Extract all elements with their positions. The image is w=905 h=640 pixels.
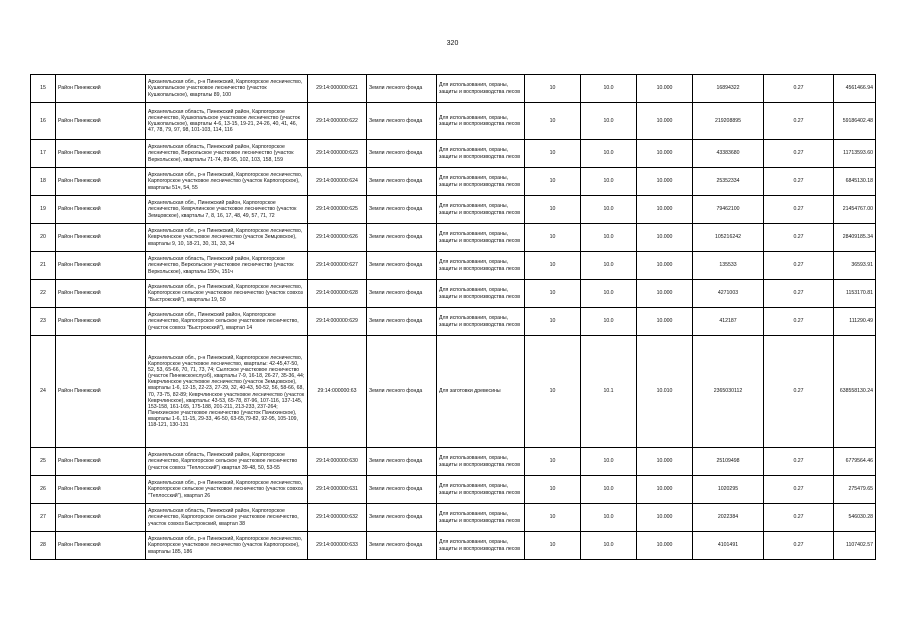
land-category-cell: Земли лесного фонда — [367, 252, 437, 280]
rate-cell: 0.27 — [764, 280, 834, 308]
row-number: 17 — [31, 140, 56, 168]
land-category-cell: Земли лесного фонда — [367, 448, 437, 476]
area-cell: 412187 — [693, 308, 764, 336]
land-category-cell: Земли лесного фонда — [367, 308, 437, 336]
cadastral-value-cell: 6779564.46 — [834, 448, 876, 476]
cadastral-value-cell: 6845130.18 — [834, 168, 876, 196]
value-2-cell: 10.0 — [581, 532, 637, 560]
cadastral-number-cell: 29:14:000000:632 — [308, 504, 367, 532]
rate-cell: 0.27 — [764, 308, 834, 336]
value-1-cell: 10 — [525, 476, 581, 504]
location-description-cell: Архангельская область, Пинежский район, Карпогорское лесничество, Карпогорское сельское участковое лесничество (участок совхоз "Теплосский") квартал 39-48, 50, 53-55 — [146, 448, 308, 476]
row-number: 21 — [31, 252, 56, 280]
permitted-use-cell: Для использования, охраны, защиты и воспроизводства лесов — [437, 504, 525, 532]
cadastral-value-cell: 1107402.57 — [834, 532, 876, 560]
rate-cell: 0.27 — [764, 448, 834, 476]
value-1-cell: 10 — [525, 252, 581, 280]
district-cell: Район Пинежский — [56, 308, 146, 336]
cadastral-number-cell: 29:14:000000:621 — [308, 75, 367, 103]
permitted-use-cell: Для использования, охраны, защиты и воспроизводства лесов — [437, 196, 525, 224]
value-1-cell: 10 — [525, 336, 581, 448]
cadastral-value-cell: 1153170.81 — [834, 280, 876, 308]
cadastral-value-cell: 111290.49 — [834, 308, 876, 336]
value-3-cell: 10.000 — [637, 224, 693, 252]
value-3-cell: 10.000 — [637, 280, 693, 308]
permitted-use-cell: Для использования, охраны, защиты и воспроизводства лесов — [437, 476, 525, 504]
value-2-cell: 10.0 — [581, 252, 637, 280]
permitted-use-cell: Для использования, охраны, защиты и воспроизводства лесов — [437, 308, 525, 336]
rate-cell: 0.27 — [764, 103, 834, 140]
district-cell: Район Пинежский — [56, 532, 146, 560]
row-number: 26 — [31, 476, 56, 504]
table-row — [31, 103, 876, 140]
value-3-cell: 10.000 — [637, 476, 693, 504]
location-description-cell: Архангельская обл., р-н Пинежский, Карпогорское лесничество, Карпогорское участковое лесничество (участок Карпогорское), кварталы 51ч, 54, 55 — [146, 168, 308, 196]
value-1-cell: 10 — [525, 103, 581, 140]
district-cell: Район Пинежский — [56, 280, 146, 308]
value-1-cell: 10 — [525, 168, 581, 196]
land-category-cell: Земли лесного фонда — [367, 532, 437, 560]
row-number: 22 — [31, 280, 56, 308]
row-number: 28 — [31, 532, 56, 560]
land-category-cell: Земли лесного фонда — [367, 504, 437, 532]
location-description-cell: Архангельская обл., р-н Пинежский, Карпогорское лесничество, Карпогорское участковое лесничество (участок Карпогорское), кварталы 185, 186 — [146, 532, 308, 560]
table-row — [31, 252, 876, 280]
permitted-use-cell: Для использования, охраны, защиты и воспроизводства лесов — [437, 168, 525, 196]
value-1-cell: 10 — [525, 140, 581, 168]
value-2-cell: 10.0 — [581, 308, 637, 336]
rate-cell: 0.27 — [764, 252, 834, 280]
area-cell: 219208895 — [693, 103, 764, 140]
cadastral-number-cell: 29:14:000000:63 — [308, 336, 367, 448]
value-1-cell: 10 — [525, 280, 581, 308]
cadastral-number-cell: 29:14:000000:633 — [308, 532, 367, 560]
permitted-use-cell: Для использования, охраны, защиты и воспроизводства лесов — [437, 140, 525, 168]
area-cell: 25109498 — [693, 448, 764, 476]
rate-cell: 0.27 — [764, 140, 834, 168]
district-cell: Район Пинежский — [56, 504, 146, 532]
location-description-cell: Архангельская область, Пинежский район, Карпогорское лесничество, Кушкопальское участковое лесничество (участок Кушкопальское), кварталы 4-6, 13-15, 19-21, 24-26, 40, 41, 46, 47, 78, 79, 97, 98, 101-103, 114, 116 — [146, 103, 308, 140]
land-category-cell: Земли лесного фонда — [367, 103, 437, 140]
permitted-use-cell: Для использования, охраны, защиты и воспроизводства лесов — [437, 75, 525, 103]
table-row — [31, 196, 876, 224]
area-cell: 25352334 — [693, 168, 764, 196]
table-row — [31, 280, 876, 308]
value-1-cell: 10 — [525, 448, 581, 476]
cadastral-value-cell: 11713593.60 — [834, 140, 876, 168]
value-2-cell: 10.0 — [581, 504, 637, 532]
value-3-cell: 10.000 — [637, 504, 693, 532]
area-cell: 16894322 — [693, 75, 764, 103]
district-cell: Район Пинежский — [56, 224, 146, 252]
rate-cell: 0.27 — [764, 532, 834, 560]
cadastral-number-cell: 29:14:000000:628 — [308, 280, 367, 308]
value-3-cell: 10.010 — [637, 336, 693, 448]
row-number: 16 — [31, 103, 56, 140]
table-row — [31, 336, 876, 448]
district-cell: Район Пинежский — [56, 336, 146, 448]
land-category-cell: Земли лесного фонда — [367, 168, 437, 196]
row-number: 25 — [31, 448, 56, 476]
location-description-cell: Архангельская обл., р-н Пинежский, Карпогорское лесничество, Карпогорское сельское участковое лесничество (участок совхоз "Теплосский"), квартал 26 — [146, 476, 308, 504]
land-category-cell: Земли лесного фонда — [367, 280, 437, 308]
area-cell: 43383680 — [693, 140, 764, 168]
cadastral-value-cell: 4561466.94 — [834, 75, 876, 103]
row-number: 20 — [31, 224, 56, 252]
permitted-use-cell: Для использования, охраны, защиты и воспроизводства лесов — [437, 280, 525, 308]
row-number: 27 — [31, 504, 56, 532]
rate-cell: 0.27 — [764, 168, 834, 196]
table-row — [31, 476, 876, 504]
permitted-use-cell: Для использования, охраны, защиты и воспроизводства лесов — [437, 532, 525, 560]
location-description-cell: Архангельская обл., р-н Пинежский, Карпогорское лесничество, Карпогорское участковое лесничество, кварталы: 42-45,47-50, 52, 53, 65-66, 70, 71, 73, 74; Сылгское участковое лесничество (участок Пинежскоеслуэб), кварталы 7-9, 16-18, 26-27, 35-36, 44; Кеврчлинское участковое лесничество (участок Земцовское), кварталы 1-6, 12-15, 22-23, 27-29, 32, 40-43, 50-52, 56, 58-66, 68, 70, 73-75, 82-89; Кеврчлинское участковое лесничество (участок Кеврчлинское), кварталы: 43-53, 65-78, 87-96, 107-116, 137-145, 153-158, 161-165, 175-188, 201-211, 213-233, 237-264; Пачихинское участковое лесничество (участок Пачихинское), кварталы 1-6, 11-15, 29-33, 46-50, 63-65,79-82, 92-95, 105-109, 118-121, 130-131 — [146, 336, 308, 448]
area-cell: 4271003 — [693, 280, 764, 308]
value-1-cell: 10 — [525, 308, 581, 336]
rate-cell: 0.27 — [764, 75, 834, 103]
permitted-use-cell: Для заготовки древесины — [437, 336, 525, 448]
district-cell: Район Пинежский — [56, 448, 146, 476]
district-cell: Район Пинежский — [56, 168, 146, 196]
rate-cell: 0.27 — [764, 504, 834, 532]
value-3-cell: 10.000 — [637, 168, 693, 196]
row-number: 18 — [31, 168, 56, 196]
land-category-cell: Земли лесного фонда — [367, 336, 437, 448]
cadastral-number-cell: 29:14:000000:626 — [308, 224, 367, 252]
value-2-cell: 10.0 — [581, 224, 637, 252]
value-3-cell: 10.000 — [637, 308, 693, 336]
cadastral-value-cell: 36593.91 — [834, 252, 876, 280]
area-cell: 135533 — [693, 252, 764, 280]
cadastral-number-cell: 29:14:000000:624 — [308, 168, 367, 196]
location-description-cell: Архангельская область, Пинежский район, Карпогорское лесничество, Веркольское участковое лесничество (участок Веркольское), кварталы 150ч, 151ч — [146, 252, 308, 280]
table-row — [31, 224, 876, 252]
cadastral-value-cell: 546030.28 — [834, 504, 876, 532]
cadastral-number-cell: 29:14:000000:630 — [308, 448, 367, 476]
cadastral-number-cell: 29:14:000000:631 — [308, 476, 367, 504]
land-category-cell: Земли лесного фонда — [367, 196, 437, 224]
cadastral-value-cell: 21454767.00 — [834, 196, 876, 224]
cadastral-number-cell: 29:14:000000:622 — [308, 103, 367, 140]
area-cell: 2022384 — [693, 504, 764, 532]
value-2-cell: 10.0 — [581, 75, 637, 103]
value-3-cell: 10.000 — [637, 252, 693, 280]
value-1-cell: 10 — [525, 224, 581, 252]
land-category-cell: Земли лесного фонда — [367, 75, 437, 103]
location-description-cell: Архангельская обл., Пинежский район, Карпогорское лесничество, Карпогорское сельское участковое лесничество, (участок совхоз "Быстрокский"), квартал 14 — [146, 308, 308, 336]
land-category-cell: Земли лесного фонда — [367, 140, 437, 168]
table-row — [31, 308, 876, 336]
value-3-cell: 10.000 — [637, 103, 693, 140]
permitted-use-cell: Для использования, охраны, защиты и воспроизводства лесов — [437, 252, 525, 280]
value-3-cell: 10.000 — [637, 448, 693, 476]
area-cell: 79462100 — [693, 196, 764, 224]
value-2-cell: 10.0 — [581, 168, 637, 196]
value-3-cell: 10.000 — [637, 140, 693, 168]
value-2-cell: 10.0 — [581, 448, 637, 476]
cadastral-number-cell: 29:14:000000:627 — [308, 252, 367, 280]
rate-cell: 0.27 — [764, 196, 834, 224]
cadastral-value-cell: 28409185.34 — [834, 224, 876, 252]
land-category-cell: Земли лесного фонда — [367, 476, 437, 504]
row-number: 15 — [31, 75, 56, 103]
land-category-cell: Земли лесного фонда — [367, 224, 437, 252]
district-cell: Район Пинежский — [56, 196, 146, 224]
location-description-cell: Архангельская обл., Пинежский район, Карпогорское лесничество, Кеврчлинское участковое лесничество (участок Земцовское), кварталы 7, 8, 16, 17, 48, 49, 57, 71, 72 — [146, 196, 308, 224]
cadastral-value-cell: 59186402.48 — [834, 103, 876, 140]
location-description-cell: Архангельская обл., р-н Пинежский, Карпогорское лесничество, Карпогорское сельское участковое лесничество (участок совхоз "Быстрокский"), кварталы 19, 50 — [146, 280, 308, 308]
row-number: 19 — [31, 196, 56, 224]
location-description-cell: Архангельская обл., р-н Пинежский, Карпогорское лесничество, Кеврчлинское участковое лесничество (участок Земцовское), кварталы 9, 10, 18-21, 30, 31, 33, 34 — [146, 224, 308, 252]
area-cell: 4101491 — [693, 532, 764, 560]
cadastral-number-cell: 29:14:000000:625 — [308, 196, 367, 224]
permitted-use-cell: Для использования, охраны, защиты и воспроизводства лесов — [437, 103, 525, 140]
value-2-cell: 10.0 — [581, 196, 637, 224]
district-cell: Район Пинежский — [56, 252, 146, 280]
location-description-cell: Архангельская область, Пинежский район, Карпогорское лесничество, Карпогорское сельское участковое лесничество, участок совхоз Быстрокский, квартал 38 — [146, 504, 308, 532]
table-row — [31, 168, 876, 196]
location-description-cell: Архангельская область, Пинежский район, Карпогорское лесничество, Веркольское участковое лесничество (участок Веркольское), кварталы 71-74, 89-95, 102, 103, 158, 159 — [146, 140, 308, 168]
area-cell: 2365030112 — [693, 336, 764, 448]
table-row — [31, 448, 876, 476]
value-2-cell: 10.0 — [581, 140, 637, 168]
registry-table — [30, 74, 876, 560]
area-cell: 105216242 — [693, 224, 764, 252]
rate-cell: 0.27 — [764, 224, 834, 252]
row-number: 24 — [31, 336, 56, 448]
location-description-cell: Архангельская обл., р-н Пинежский, Карпогорское лесничество, Кушкопальское участковое лесничество (участок Кушкопальское), кварталы 89, 100 — [146, 75, 308, 103]
rate-cell: 0.27 — [764, 476, 834, 504]
value-2-cell: 10.0 — [581, 280, 637, 308]
district-cell: Район Пинежский — [56, 140, 146, 168]
cadastral-value-cell: 275479.65 — [834, 476, 876, 504]
cadastral-value-cell: 638558130.24 — [834, 336, 876, 448]
value-1-cell: 10 — [525, 75, 581, 103]
value-1-cell: 10 — [525, 196, 581, 224]
table-row — [31, 504, 876, 532]
row-number: 23 — [31, 308, 56, 336]
cadastral-number-cell: 29:14:000000:629 — [308, 308, 367, 336]
registry-rows — [31, 75, 876, 560]
page-number: 320 — [446, 40, 459, 47]
table-row — [31, 140, 876, 168]
table-row — [31, 75, 876, 103]
value-1-cell: 10 — [525, 532, 581, 560]
value-3-cell: 10.000 — [637, 196, 693, 224]
value-2-cell: 10.0 — [581, 103, 637, 140]
value-3-cell: 10.000 — [637, 75, 693, 103]
value-2-cell: 10.0 — [581, 476, 637, 504]
rate-cell: 0.27 — [764, 336, 834, 448]
district-cell: Район Пинежский — [56, 103, 146, 140]
value-1-cell: 10 — [525, 504, 581, 532]
value-2-cell: 10.1 — [581, 336, 637, 448]
district-cell: Район Пинежский — [56, 75, 146, 103]
table-row — [31, 532, 876, 560]
permitted-use-cell: Для использования, охраны, защиты и воспроизводства лесов — [437, 448, 525, 476]
permitted-use-cell: Для использования, охраны, защиты и воспроизводства лесов — [437, 224, 525, 252]
value-3-cell: 10.000 — [637, 532, 693, 560]
district-cell: Район Пинежский — [56, 476, 146, 504]
area-cell: 1020295 — [693, 476, 764, 504]
cadastral-number-cell: 29:14:000000:623 — [308, 140, 367, 168]
